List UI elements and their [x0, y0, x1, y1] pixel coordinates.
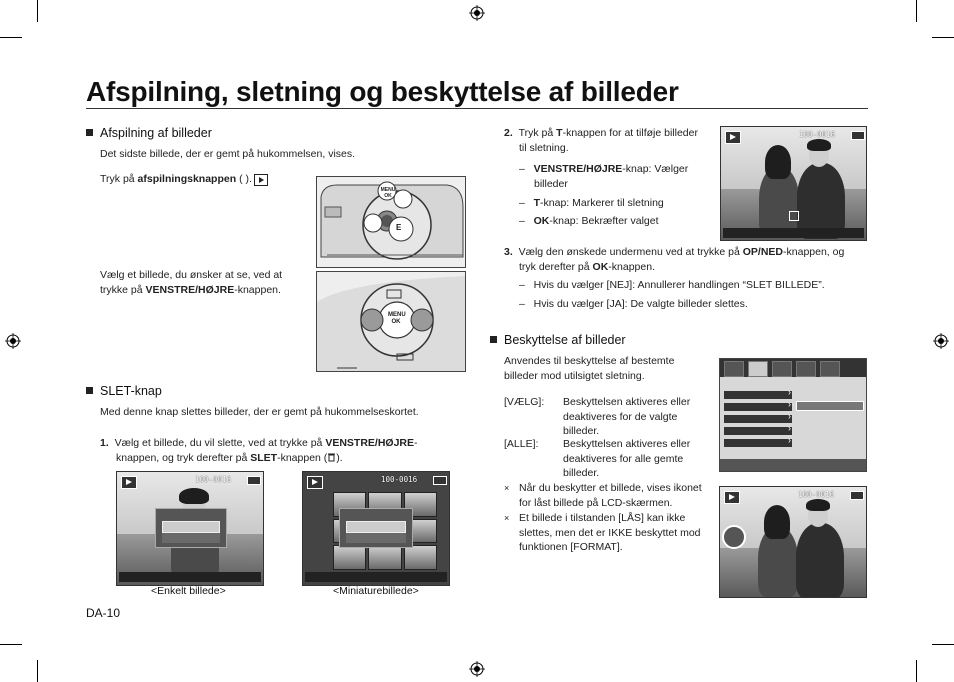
crop-mark	[916, 0, 917, 22]
dial-menu-ok-label: MENU OK	[388, 312, 406, 325]
protect-menu-screen	[719, 358, 867, 472]
protect-valg-desc: Beskyttelsen aktiveres eller deaktiveres for de valgte billeder.	[563, 396, 691, 437]
step-3-dash-1: – Hvis du vælger [NEJ]: Annullerer handlingen “SLET BILLEDE”.	[519, 279, 825, 291]
slet-step-1: 1. Vælg et billede, du vil slette, ved at trykke på VENSTRE/HØJRE- knappen, og tryk derefter på SLET-knappen ( ).	[100, 437, 418, 464]
step-3: 3. Vælg den ønskede undermenu ved at trykke på OP/NED-knappen, og tryk derefter på OK-knappen.	[504, 246, 845, 273]
battery-icon	[850, 491, 864, 500]
playback-select-text: Vælg et billede, du ønsker at se, ved at trykke på VENSTRE/HØJRE-knappen.	[100, 269, 283, 296]
menu-ok-label: MENU OK	[380, 187, 396, 199]
file-number: 100-0016	[195, 475, 232, 484]
tab-display-icon[interactable]	[796, 361, 816, 377]
protect-alle-label: [ALLE]:	[504, 438, 539, 450]
protect-alle-desc: Beskyttelsen aktiveres eller deaktiveres for alle gemte billeder.	[563, 438, 691, 479]
crop-mark	[37, 660, 38, 682]
thumbnail[interactable]	[404, 545, 437, 570]
playback-mode-icon	[307, 476, 323, 489]
protect-valg-label: [VÆLG]:	[504, 396, 545, 408]
menu-row[interactable]	[724, 427, 792, 435]
registration-mark-icon	[469, 661, 485, 677]
menu-row[interactable]	[724, 415, 792, 423]
softkey-bar	[305, 572, 447, 582]
section-heading-slet: SLET-knap	[86, 384, 162, 398]
menu-tabs	[720, 359, 866, 377]
thumbnail-screen	[302, 471, 450, 586]
playback-mode-icon	[725, 131, 741, 144]
menu-row[interactable]	[724, 391, 792, 399]
file-number: 100-0016	[799, 130, 836, 139]
locked-image-screen	[719, 486, 867, 598]
battery-icon	[433, 476, 447, 485]
slet-intro: Med denne knap slettes billeder, der er gemt på hukommelseskortet.	[100, 406, 419, 418]
menu-softkey-bar	[720, 459, 866, 471]
step-2-dash-2: – T-knap: Markerer til sletning	[519, 197, 664, 209]
caption-single-image: <Enkelt billede>	[151, 585, 226, 597]
registration-mark-icon	[5, 333, 21, 349]
crop-mark	[932, 37, 954, 38]
playback-press-line: Tryk på afspilningsknappen ( ).	[100, 173, 252, 185]
tab-camera-icon[interactable]	[724, 361, 744, 377]
bullet-square-icon	[86, 129, 93, 136]
page-title: Afspilning, sletning og beskyttelse af billeder	[86, 76, 679, 107]
file-number: 100-0016	[381, 475, 418, 484]
checkbox-icon[interactable]	[789, 211, 799, 221]
tab-sound-icon[interactable]	[772, 361, 792, 377]
tab-settings-icon[interactable]	[820, 361, 840, 377]
softkey-bar	[723, 228, 864, 238]
menu-row[interactable]	[724, 439, 792, 447]
protect-intro: Anvendes til beskyttelse af bestemte billeder mod utilsigtet sletning.	[504, 355, 675, 382]
dialog-option-selected[interactable]	[162, 521, 220, 533]
page-number: DA-10	[86, 606, 121, 620]
trash-icon	[327, 452, 336, 462]
dialog-option[interactable]	[162, 533, 220, 543]
section-heading-protect: Beskyttelse af billeder	[490, 333, 626, 347]
thumbnail[interactable]	[333, 545, 366, 570]
lock-icon	[722, 525, 746, 549]
section-heading-playback: Afspilning af billeder	[86, 126, 212, 140]
crop-mark	[0, 644, 22, 645]
thumbnail[interactable]	[368, 545, 401, 570]
delete-dialog	[339, 508, 413, 548]
bullet-square-icon	[86, 387, 93, 394]
delete-dialog	[155, 508, 227, 548]
menu-value-selected[interactable]	[796, 401, 864, 411]
title-rule	[86, 108, 868, 109]
caption-thumbnail-image: <Miniaturebillede>	[333, 585, 419, 597]
softkey-bar	[119, 572, 261, 582]
dialog-option-selected[interactable]	[346, 521, 406, 533]
file-number: 100-0016	[798, 490, 835, 499]
crop-mark	[0, 37, 22, 38]
registration-mark-icon	[469, 5, 485, 21]
single-image-screen	[116, 471, 264, 586]
crop-mark	[932, 644, 954, 645]
select-image-screen	[720, 126, 867, 241]
step-2-dash-1: – VENSTRE/HØJRE-knap: Vælger billeder	[519, 163, 689, 190]
protect-note-2: × Et billede i tilstanden [LÅS] kan ikke slettes, men det er IKKE beskyttet mod funktionen [FORMAT].	[504, 512, 701, 553]
bullet-square-icon	[490, 336, 497, 343]
protect-note-1: × Når du beskytter et billede, vises ikonet for låst billede på LCD-skærmen.	[504, 482, 702, 509]
step-3-dash-2: – Hvis du vælger [JA]: De valgte billeder slettes.	[519, 298, 748, 310]
playback-intro: Det sidste billede, der er gemt på hukommelsen, vises.	[100, 148, 356, 160]
registration-mark-icon	[933, 333, 949, 349]
crop-mark	[37, 0, 38, 22]
menu-row[interactable]	[724, 403, 792, 411]
playback-mode-icon	[724, 491, 740, 504]
playback-mode-icon	[121, 476, 137, 489]
step-2: 2. Tryk på T-knappen for at tilføje billeder til sletning.	[504, 127, 698, 154]
step-2-dash-3: – OK-knap: Bekræfter valget	[519, 215, 659, 227]
battery-icon	[247, 476, 261, 485]
dialog-option[interactable]	[346, 533, 406, 543]
play-button-icon	[254, 174, 268, 186]
tab-playback-icon[interactable]	[748, 361, 768, 377]
crop-mark	[916, 660, 917, 682]
e-button-label: E	[396, 223, 402, 232]
battery-icon	[851, 131, 865, 140]
